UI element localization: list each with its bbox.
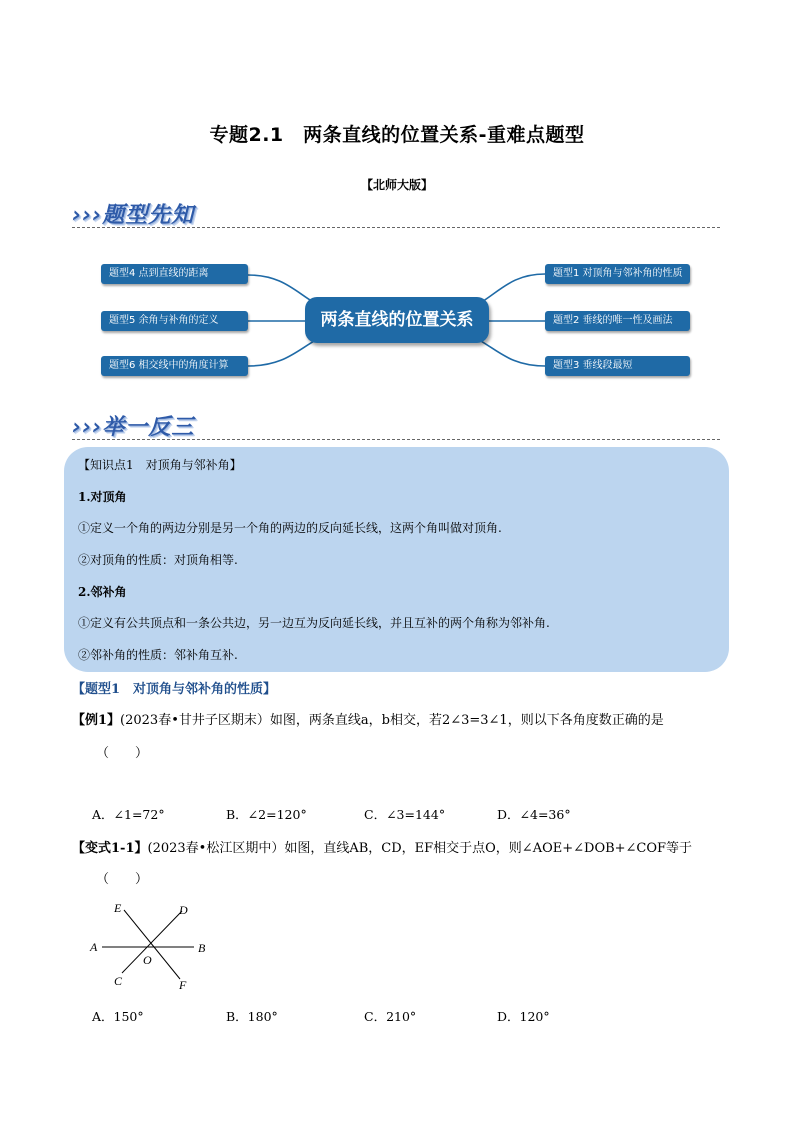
- label-o: O: [143, 953, 152, 967]
- line-ef: [124, 910, 180, 979]
- mindmap-center: 两条直线的位置关系: [305, 297, 489, 343]
- knowledge-sec2-def: ①定义有公共顶点和一条公共边，另一边互为反向延长线，并且互补的两个角称为邻补角.: [78, 616, 550, 630]
- topic1-heading: 【题型1 对顶角与邻补角的性质】: [72, 682, 277, 697]
- mindmap-node-topic5[interactable]: 题型5 余角与补角的定义: [101, 311, 248, 331]
- variant11-option-b[interactable]: B．180°: [226, 1009, 278, 1024]
- knowledge-heading: 【知识点1 对顶角与邻补角】: [78, 458, 242, 472]
- variant11-option-d[interactable]: D．120°: [497, 1009, 550, 1024]
- variant11-label: 【变式1-1】: [72, 841, 148, 856]
- variant11-blank: （ ）: [96, 872, 149, 887]
- label-f: F: [179, 978, 187, 992]
- example1-label: 【例1】: [72, 713, 121, 728]
- mindmap-node-topic3[interactable]: 题型3 垂线段最短: [545, 356, 690, 376]
- variant11-option-c[interactable]: C．210°: [364, 1009, 417, 1024]
- knowledge-sec2-title: 2.邻补角: [78, 585, 127, 599]
- example1-option-a[interactable]: A．∠1=72°: [92, 807, 165, 822]
- example1-option-d[interactable]: D．∠4=36°: [497, 807, 571, 822]
- variant11-stem: (2023春•松江区期中）如图，直线AB，CD，EF相交于点O，则∠AOE+∠DOB+∠COF等于: [147, 841, 693, 856]
- example1-stem: (2023春•甘井子区期末）如图，两条直线a，b相交，若2∠3=3∠1，则以下各角度数正确的是: [120, 713, 664, 728]
- variant11-figure: [84, 895, 214, 995]
- mindmap-node-topic1[interactable]: 题型1 对顶角与邻补角的性质: [545, 264, 690, 284]
- page-title: 专题2.1 两条直线的位置关系-重难点题型: [209, 124, 585, 146]
- mindmap-node-topic2[interactable]: 题型2 垂线的唯一性及画法: [545, 311, 690, 331]
- label-e: E: [114, 901, 122, 915]
- variant11-option-a[interactable]: A．150°: [92, 1009, 144, 1024]
- label-b: B: [198, 941, 206, 955]
- knowledge-sec2-prop: ②邻补角的性质：邻补角互补.: [78, 648, 238, 662]
- knowledge-sec1-def: ①定义一个角的两边分别是另一个角的两边的反向延长线，这两个角叫做对顶角.: [78, 521, 502, 535]
- label-c: C: [114, 974, 123, 988]
- variant11-question: [72, 837, 692, 856]
- mindmap-node-topic4[interactable]: 题型4 点到直线的距离: [101, 264, 248, 284]
- banner-practice: ›››举一反三: [72, 415, 195, 440]
- mindmap-node-topic6[interactable]: 题型6 相交线中的角度计算: [101, 356, 248, 376]
- knowledge-sec1-title: 1.对顶角: [78, 490, 127, 504]
- label-d: D: [179, 903, 188, 917]
- example1-option-c[interactable]: C．∠3=144°: [364, 807, 446, 822]
- example1-question: [72, 709, 664, 728]
- example1-option-b[interactable]: B．∠2=120°: [226, 807, 307, 822]
- edition-label: 【北师大版】: [360, 178, 433, 192]
- knowledge-sec1-prop: ②对顶角的性质：对顶角相等.: [78, 553, 238, 567]
- banner-overview: ›››题型先知: [72, 203, 195, 228]
- line-cd: [122, 911, 182, 973]
- divider: [72, 439, 720, 440]
- example1-blank: （ ）: [96, 746, 149, 761]
- label-a: A: [90, 940, 98, 954]
